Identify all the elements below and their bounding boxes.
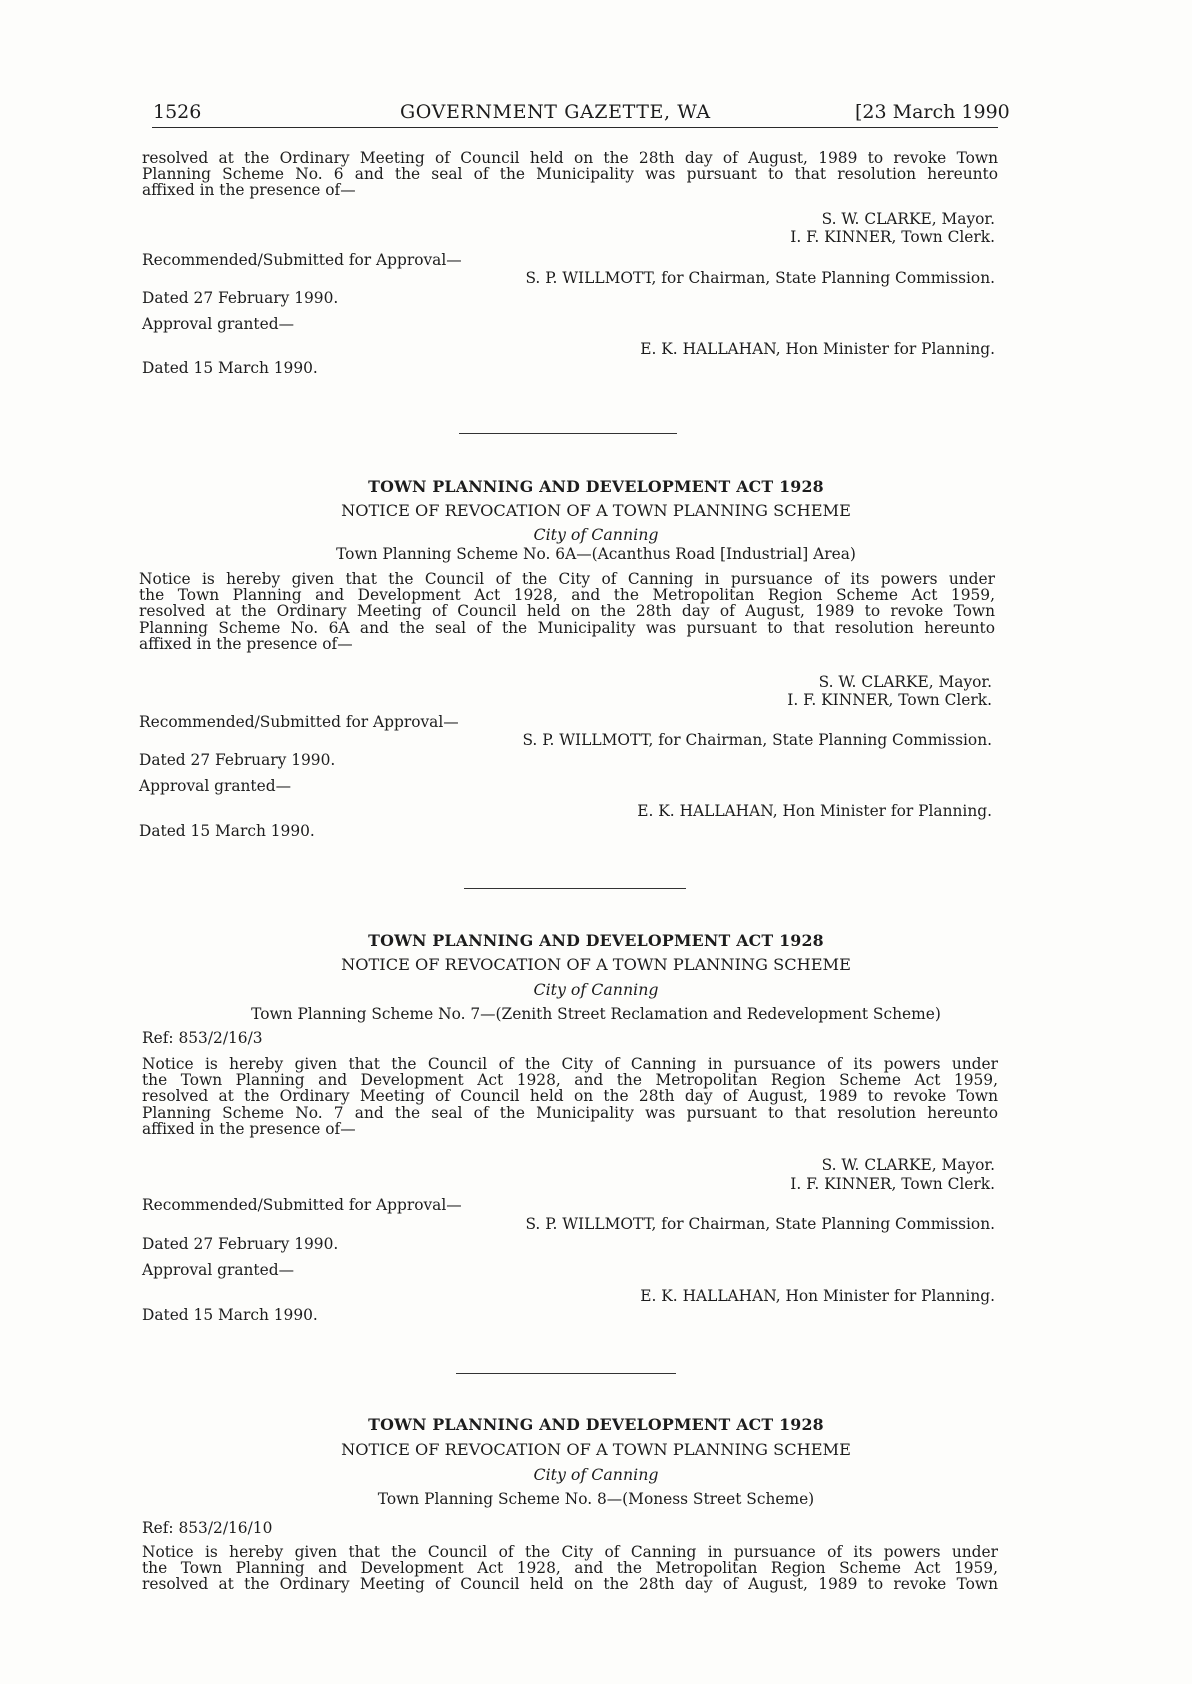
paragraph-line: Notice is hereby given that the Council of the City of Canning in pursuance of its powers under	[139, 570, 995, 588]
scheme-name: Town Planning Scheme No. 6A—(Acanthus Road [Industrial] Area)	[336, 545, 856, 563]
mayor-signature: S. W. CLARKE, Mayor.	[821, 1156, 995, 1174]
minister-signature: E. K. HALLAHAN, Hon Minister for Planning.	[637, 802, 992, 820]
chairman-signature: S. P. WILLMOTT, for Chairman, State Planning Commission.	[522, 731, 992, 749]
notice-paragraph	[142, 1544, 998, 1593]
section-separator	[459, 433, 677, 434]
notice-subtitle: NOTICE OF REVOCATION OF A TOWN PLANNING SCHEME	[341, 501, 851, 520]
approval-label: Approval granted—	[139, 777, 291, 795]
city-name: City of Canning	[533, 1465, 659, 1484]
page-number: 1526	[153, 101, 202, 123]
minister-signature: E. K. HALLAHAN, Hon Minister for Planning.	[640, 1287, 995, 1305]
paragraph-line: Notice is hereby given that the Council of the City of Canning in pursuance of its powers under	[142, 1543, 998, 1561]
dated-march: Dated 15 March 1990.	[139, 822, 315, 840]
paragraph-line: affixed in the presence of—	[142, 181, 356, 200]
notice-paragraph	[139, 571, 995, 652]
notice-paragraph	[142, 1056, 998, 1137]
dated-february: Dated 27 February 1990.	[139, 751, 336, 769]
section-separator	[456, 1373, 676, 1374]
paragraph-line: resolved at the Ordinary Meeting of Council held on the 28th day of August, 1989 to revoke Town	[139, 602, 995, 621]
chairman-signature: S. P. WILLMOTT, for Chairman, State Planning Commission.	[525, 269, 995, 287]
city-name: City of Canning	[533, 980, 659, 999]
city-name: City of Canning	[533, 525, 659, 544]
paragraph-line: resolved at the Ordinary Meeting of Council held on the 28th day of August, 1989 to revoke Town	[142, 1575, 998, 1594]
act-title: TOWN PLANNING AND DEVELOPMENT ACT 1928	[368, 477, 824, 496]
mayor-signature: S. W. CLARKE, Mayor.	[821, 210, 995, 228]
recommended-label: Recommended/Submitted for Approval—	[139, 713, 459, 731]
approval-label: Approval granted—	[142, 315, 294, 333]
clerk-signature: I. F. KINNER, Town Clerk.	[787, 691, 992, 709]
mayor-signature: S. W. CLARKE, Mayor.	[818, 673, 992, 691]
paragraph-line: affixed in the presence of—	[142, 1119, 356, 1138]
dated-february: Dated 27 February 1990.	[142, 1235, 339, 1253]
minister-signature: E. K. HALLAHAN, Hon Minister for Planning.	[640, 340, 995, 358]
scheme-name: Town Planning Scheme No. 8—(Moness Street Scheme)	[377, 1490, 815, 1508]
chairman-signature: S. P. WILLMOTT, for Chairman, State Planning Commission.	[525, 1215, 995, 1233]
recommended-label: Recommended/Submitted for Approval—	[142, 1196, 462, 1214]
paragraph-line: affixed in the presence of—	[139, 634, 353, 653]
clerk-signature: I. F. KINNER, Town Clerk.	[790, 1175, 995, 1193]
paragraph-line: the Town Planning and Development Act 1928, and the Metropolitan Region Scheme Act 1959,	[142, 1559, 998, 1578]
paragraph-line: Notice is hereby given that the Council of the City of Canning in pursuance of its powers under	[142, 1055, 998, 1073]
clerk-signature: I. F. KINNER, Town Clerk.	[790, 228, 995, 246]
section-separator	[464, 888, 686, 889]
paragraph-line: the Town Planning and Development Act 1928, and the Metropolitan Region Scheme Act 1959,	[142, 1071, 998, 1090]
paragraph-line: Planning Scheme No. 6 and the seal of the Municipality was pursuant to that resolution hereunto	[142, 165, 998, 184]
dated-february: Dated 27 February 1990.	[142, 289, 339, 307]
paragraph-line: resolved at the Ordinary Meeting of Council held on the 28th day of August, 1989 to revoke Town	[142, 149, 998, 167]
paragraph-line: the Town Planning and Development Act 1928, and the Metropolitan Region Scheme Act 1959,	[139, 586, 995, 605]
top-paragraph	[142, 150, 998, 199]
paragraph-line: resolved at the Ordinary Meeting of Council held on the 28th day of August, 1989 to revoke Town	[142, 1087, 998, 1106]
paragraph-line: Planning Scheme No. 6A and the seal of the Municipality was pursuant to that resolution hereunto	[139, 618, 995, 637]
issue-date: [23 March 1990	[855, 101, 1010, 123]
dated-march: Dated 15 March 1990.	[142, 1306, 318, 1324]
reference-number: Ref: 853/2/16/10	[142, 1519, 273, 1537]
publication-title: GOVERNMENT GAZETTE, WA	[400, 101, 711, 123]
approval-label: Approval granted—	[142, 1261, 294, 1279]
notice-subtitle: NOTICE OF REVOCATION OF A TOWN PLANNING SCHEME	[341, 955, 851, 974]
act-title: TOWN PLANNING AND DEVELOPMENT ACT 1928	[368, 931, 824, 950]
reference-number: Ref: 853/2/16/3	[142, 1029, 263, 1047]
scheme-name: Town Planning Scheme No. 7—(Zenith Street Reclamation and Redevelopment Scheme)	[251, 1005, 941, 1023]
header-rule	[152, 127, 998, 128]
act-title: TOWN PLANNING AND DEVELOPMENT ACT 1928	[368, 1415, 824, 1434]
notice-subtitle: NOTICE OF REVOCATION OF A TOWN PLANNING SCHEME	[341, 1440, 851, 1459]
dated-march: Dated 15 March 1990.	[142, 359, 318, 377]
paragraph-line: Planning Scheme No. 7 and the seal of the Municipality was pursuant to that resolution hereunto	[142, 1103, 998, 1122]
recommended-label: Recommended/Submitted for Approval—	[142, 251, 462, 269]
